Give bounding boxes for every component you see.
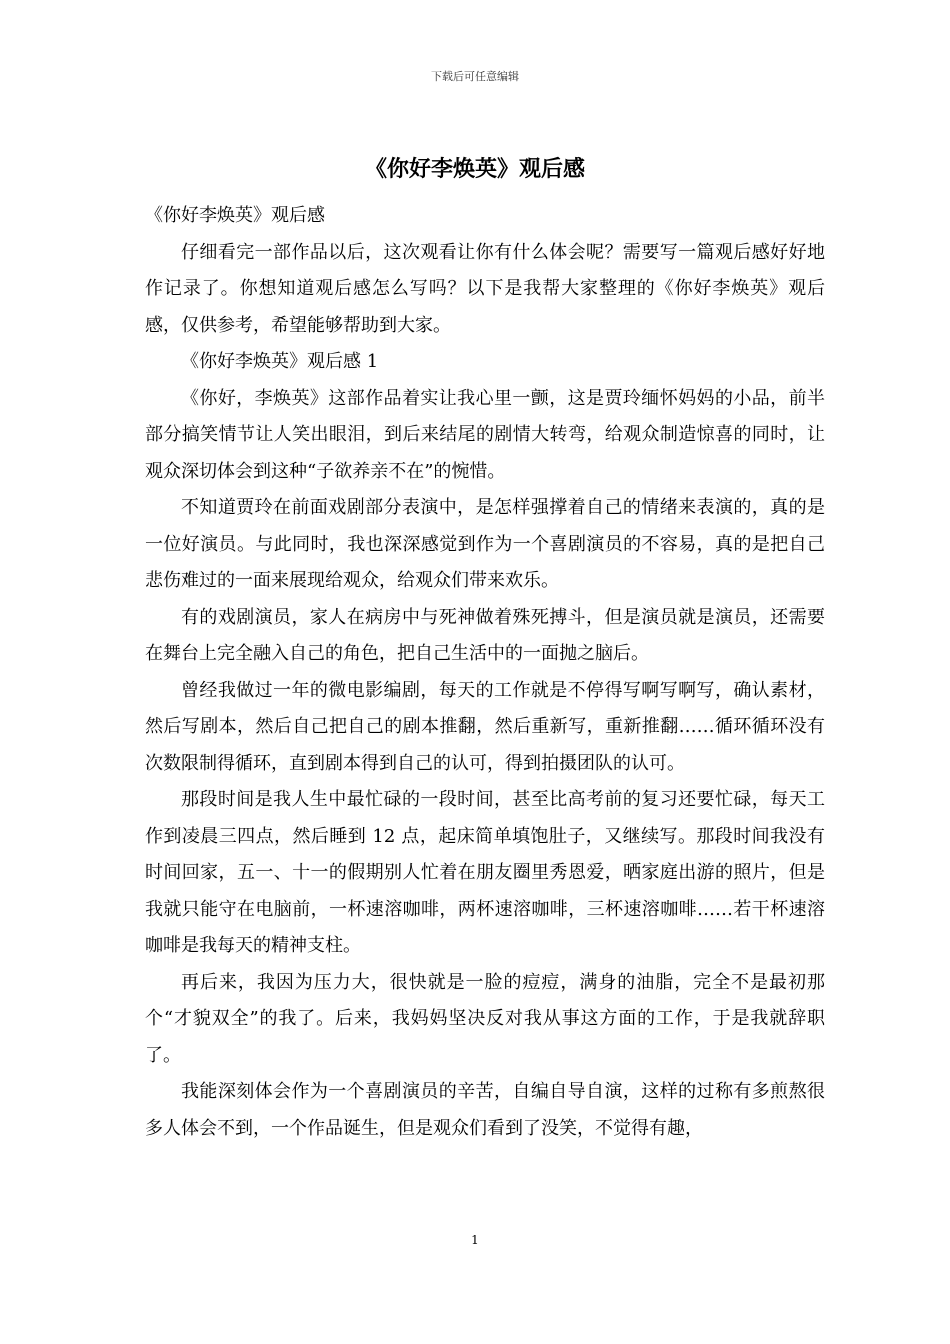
header-note: 下载后可任意编辑 bbox=[431, 70, 519, 83]
page-number: 1 bbox=[471, 1233, 479, 1247]
paragraph: 曾经我做过一年的微电影编剧，每天的工作就是不停得写啊写啊写，确认素材，然后写剧本，然后自己把自己的剧本推翻，然后重新写，重新推翻……循环循环没有次数限制得循环，直到剧本得到自己的认可，得到拍摄团队的认可。 bbox=[145, 679, 825, 774]
paragraph: 不知道贾玲在前面戏剧部分表演中，是怎样强撑着自己的情绪来表演的，真的是一位好演员。与此同时，我也深深感觉到作为一个喜剧演员的不容易，真的是把自己悲伤难过的一面来展现给观众，给观众们带来欢乐。 bbox=[145, 497, 825, 591]
paragraph: 再后来，我因为压力大，很快就是一脸的痘痘，满身的油脂，完全不是最初那个“才貌双全”的我了。后来，我妈妈坚决反对我从事这方面的工作，于是我就辞职了。 bbox=[145, 971, 825, 1066]
paragraph-intro: 仔细看完一部作品以后，这次观看让你有什么体会呢？需要写一篇观后感好好地作记录了。你想知道观后感怎么写吗？以下是我帮大家整理的《你好李焕英》观后感，仅供参考，希望能够帮助到大家。 bbox=[145, 241, 825, 336]
paragraph-subtitle: 《你好李焕英》观后感 bbox=[145, 205, 325, 226]
paragraph: 《你好，李焕英》这部作品着实让我心里一颤，这是贾玲缅怀妈妈的小品，前半部分搞笑情节让人笑出眼泪，到后来结尾的剧情大转弯，给观众制造惊喜的同时，让观众深切体会到这种“子欲养亲不在”的惋惜。 bbox=[145, 387, 825, 482]
document-body bbox=[145, 198, 825, 1147]
paragraph: 有的戏剧演员，家人在病房中与死神做着殊死搏斗，但是演员就是演员，还需要在舞台上完全融入自己的角色，把自己生活中的一面抛之脑后。 bbox=[145, 606, 825, 664]
paragraph-section-heading: 《你好李焕英》观后感 1 bbox=[181, 351, 379, 372]
document-title: 《你好李焕英》观后感 bbox=[364, 156, 585, 182]
paragraph: 我能深刻体会作为一个喜剧演员的辛苦，自编自导自演，这样的过称有多煎熬很多人体会不到，一个作品诞生，但是观众们看到了没笑，不觉得有趣， bbox=[145, 1081, 825, 1139]
paragraph: 那段时间是我人生中最忙碌的一段时间，甚至比高考前的复习还要忙碌，每天工作到凌晨三四点，然后睡到 12 点，起床简单填饱肚子，又继续写。那段时间我没有时间回家，五一、十一的假期别人忙着在朋友圈里秀恩爱，晒家庭出游的照片，但是我就只能守在电脑前，一杯速溶咖啡，两杯速溶咖啡，三杯速溶咖啡……若干杯速溶咖啡是我每天的精神支柱。 bbox=[145, 789, 825, 956]
